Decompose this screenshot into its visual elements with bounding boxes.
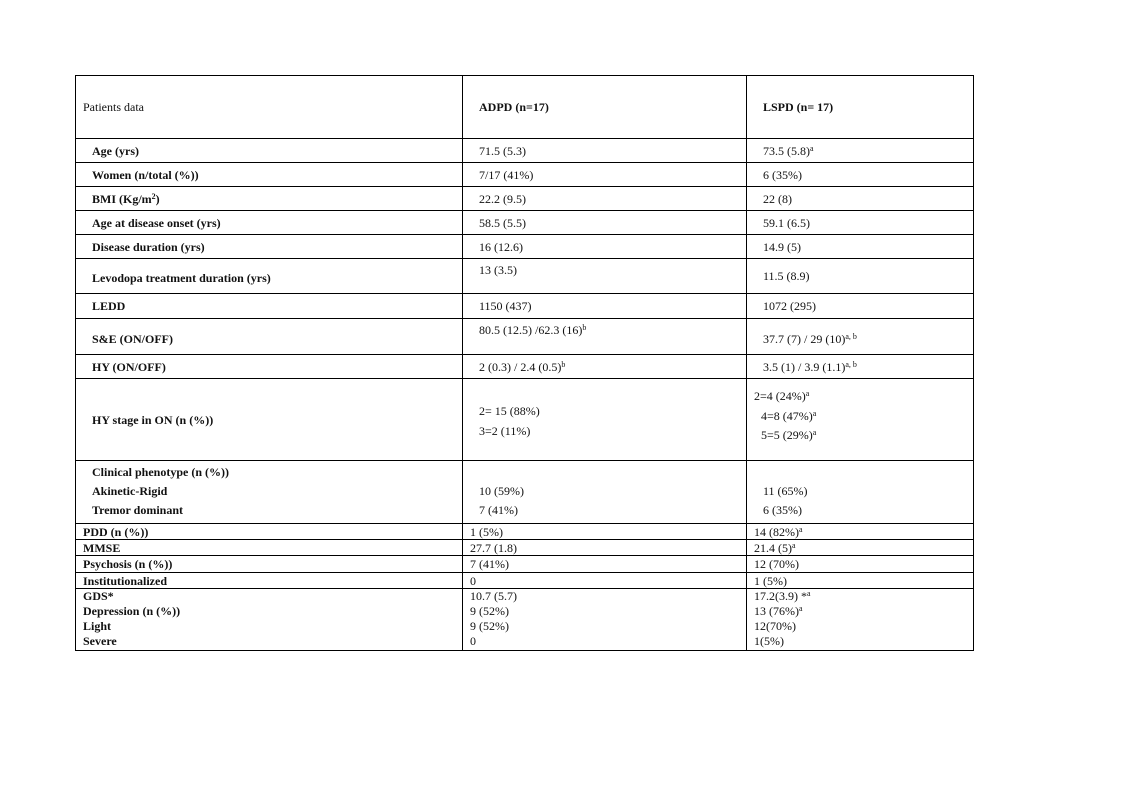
table-row bbox=[76, 573, 974, 589]
table-row bbox=[76, 163, 974, 187]
adpd-value: 2 (0.3) / 2.4 $(0.5)^b$ bbox=[463, 355, 747, 379]
row-label: Clinical phenotype (n (%)) Akinetic-Rigid Tremor dominant bbox=[76, 461, 463, 524]
row-label: Women (n/total (%)) bbox=[76, 163, 463, 187]
table-row bbox=[76, 211, 974, 235]
adpd-value: 7/17 (41%) bbox=[463, 163, 747, 187]
adpd-value: 71.5 (5.3) bbox=[463, 139, 747, 163]
lspd-value: 37.7 (7) / 29 $(10)^{a, b}$ bbox=[747, 319, 974, 355]
lspd-value: 1072 (295) bbox=[747, 294, 974, 319]
table-row bbox=[76, 540, 974, 556]
row-label: Levodopa treatment duration (yrs) bbox=[76, 259, 463, 294]
header-patients-data: Patients data bbox=[76, 76, 463, 139]
table-row bbox=[76, 139, 974, 163]
header-adpd: ADPD (n=17) bbox=[463, 76, 747, 139]
row-label: Psychosis (n (%)) bbox=[76, 556, 463, 573]
row-label: HY stage in ON (n (%)) bbox=[76, 379, 463, 461]
row-label: LEDD bbox=[76, 294, 463, 319]
row-label: Age (yrs) bbox=[76, 139, 463, 163]
lspd-value: 3.5 (1) / 3.9 $(1.1)^{a, b}$ bbox=[747, 355, 974, 379]
footnote-marker: a, b bbox=[845, 359, 857, 369]
row-label: BMI $(Kg/m^2)$ bbox=[76, 187, 463, 211]
table-row bbox=[76, 319, 974, 355]
adpd-value: 7 (41%) bbox=[463, 556, 747, 573]
lspd-value: 1 (5%) bbox=[747, 573, 974, 589]
lspd-value: 59.1 (6.5) bbox=[747, 211, 974, 235]
patients-data-table bbox=[75, 75, 974, 651]
table-row bbox=[76, 556, 974, 573]
row-label: MMSE bbox=[76, 540, 463, 556]
row-label: GDS* Depression (n (%)) Light Severe bbox=[76, 589, 463, 651]
row-label: Age at disease onset (yrs) bbox=[76, 211, 463, 235]
lspd-value: 11.5 (8.9) bbox=[747, 259, 974, 294]
footnote-marker: b bbox=[582, 323, 587, 332]
row-label: PDD (n (%)) bbox=[76, 524, 463, 540]
lspd-value: 17.2(3.9) *$^a$ 13 $(76\%)^a$ 12(70%) 1(5%) bbox=[747, 589, 974, 651]
table-row bbox=[76, 259, 974, 294]
adpd-value: 22.2 (9.5) bbox=[463, 187, 747, 211]
table-row bbox=[76, 355, 974, 379]
adpd-value: 58.5 (5.5) bbox=[463, 211, 747, 235]
lspd-value: 6 (35%) bbox=[747, 163, 974, 187]
row-label: HY (ON/OFF) bbox=[76, 355, 463, 379]
header-lspd: LSPD (n= 17) bbox=[747, 76, 974, 139]
lspd-value: 14.9 (5) bbox=[747, 235, 974, 259]
adpd-value: 10.7 (5.7) 9 (52%) 9 (52%) 0 bbox=[463, 589, 747, 651]
lspd-value: 14 $(82\%)^a$ bbox=[747, 524, 974, 540]
footnote-marker: a, b bbox=[845, 331, 857, 341]
gds-row bbox=[76, 589, 974, 651]
lspd-value: 22 (8) bbox=[747, 187, 974, 211]
adpd-value: 1150 (437) bbox=[463, 294, 747, 319]
lspd-value: 73.5 $(5.8)^a$ bbox=[747, 139, 974, 163]
adpd-value: 1 (5%) bbox=[463, 524, 747, 540]
table-row bbox=[76, 187, 974, 211]
hy-stage-row bbox=[76, 379, 974, 461]
table-row bbox=[76, 235, 974, 259]
adpd-value: 16 (12.6) bbox=[463, 235, 747, 259]
footnote-marker: a bbox=[810, 143, 814, 153]
header-row bbox=[76, 76, 974, 139]
phenotype-row bbox=[76, 461, 974, 524]
table-row bbox=[76, 524, 974, 540]
table-row bbox=[76, 294, 974, 319]
lspd-value: 21.4 $(5)^a$ bbox=[747, 540, 974, 556]
adpd-value: 10 (59%) 7 (41%) bbox=[463, 461, 747, 524]
adpd-value: 0 bbox=[463, 573, 747, 589]
adpd-value: 13 (3.5) bbox=[463, 259, 747, 294]
adpd-value: 2= 15 (88%) 3=2 (11%) bbox=[463, 379, 747, 461]
row-label: S&E (ON/OFF) bbox=[76, 319, 463, 355]
lspd-value: 11 (65%) 6 (35%) bbox=[747, 461, 974, 524]
adpd-value: 80.5 (12.5) /62.3 $(16)^b$ bbox=[463, 319, 747, 355]
adpd-value: 27.7 (1.8) bbox=[463, 540, 747, 556]
row-label: Institutionalized bbox=[76, 573, 463, 589]
footnote-marker: b bbox=[561, 359, 566, 369]
row-label: Disease duration (yrs) bbox=[76, 235, 463, 259]
lspd-value: 12 (70%) bbox=[747, 556, 974, 573]
lspd-value: 2=4 $(24\%)^a$ 4=8 $(47\%)^a$ 5=5 $(29\%)^a$ bbox=[747, 379, 974, 461]
